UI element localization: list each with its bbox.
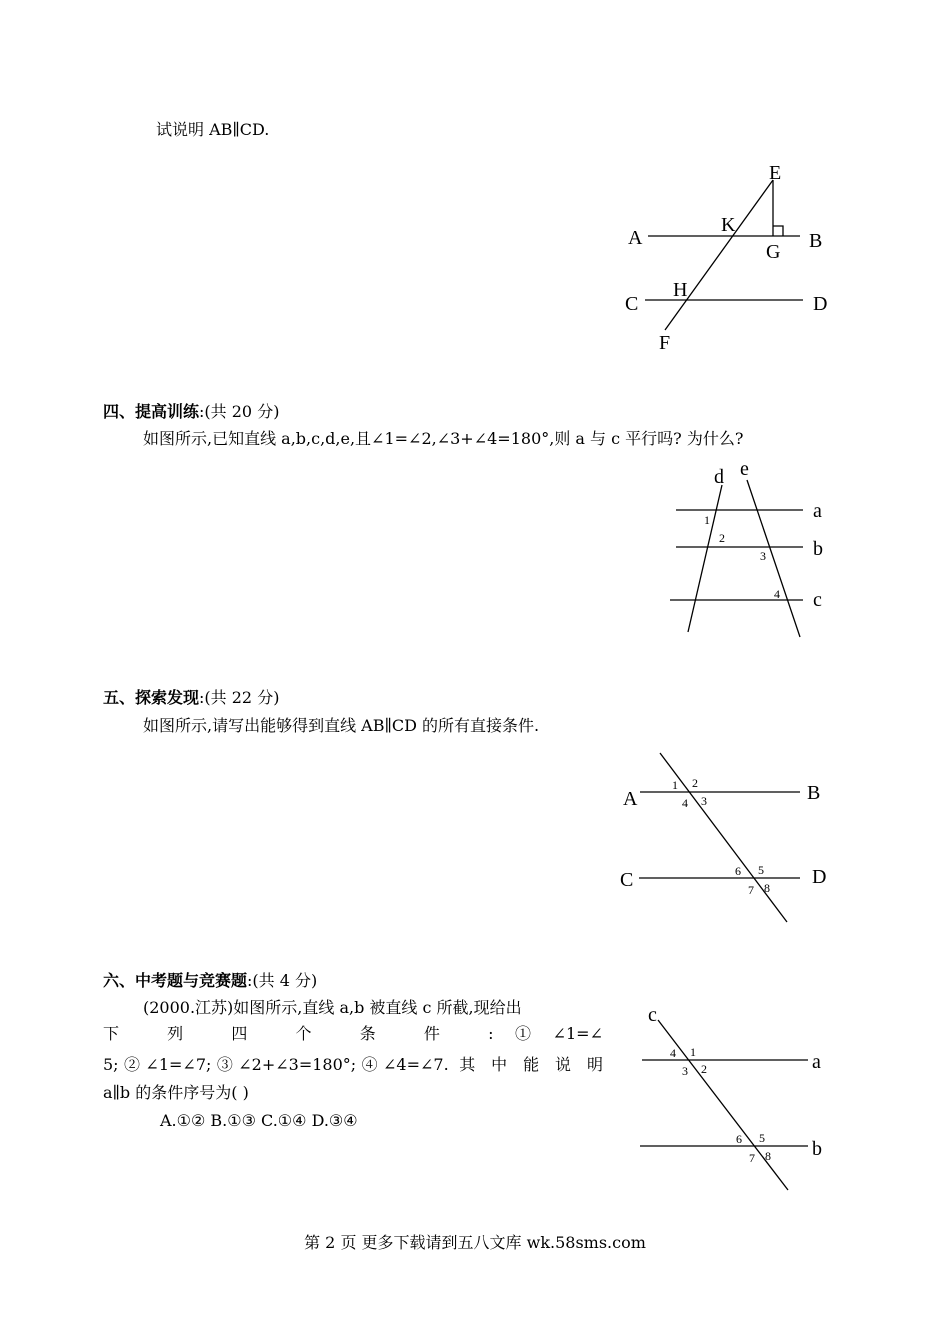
section-5-heading <box>103 688 279 708</box>
section-6-line-4: a∥b 的条件序号为( ) <box>103 1083 249 1102</box>
label-A: A <box>623 788 638 810</box>
angle-2: 2 <box>701 1062 707 1076</box>
label-B: B <box>809 230 823 252</box>
section-5-score: :(共 22 分) <box>199 688 280 707</box>
label-d: d <box>714 466 724 488</box>
section-4-score: :(共 20 分) <box>199 402 280 421</box>
section-5-title: 探索发现 <box>135 688 200 707</box>
figure-3 <box>615 745 835 930</box>
label-a: a <box>812 1051 821 1073</box>
section-4-title: 提高训练 <box>135 402 200 421</box>
figure-2 <box>660 455 840 645</box>
label-c: c <box>648 1004 657 1026</box>
angle-4: 4 <box>670 1046 676 1060</box>
angle-1: 1 <box>672 778 678 792</box>
section-6-line-1: (2000.江苏)如图所示,直线 a,b 被直线 c 所截,现给出 <box>143 998 522 1017</box>
label-b: b <box>813 538 823 560</box>
section-6-line-2: 下 列 四 个 条 件 :①∠1=∠ <box>103 1024 603 1043</box>
right-angle-mark <box>773 226 783 236</box>
label-c: c <box>813 589 822 611</box>
section-6-line-3: 5;②∠1=∠7;③∠2+∠3=180°;④∠4=∠7. 其 中 能 说 明 <box>103 1055 603 1074</box>
angle-2: 2 <box>692 776 698 790</box>
label-A: A <box>628 227 643 249</box>
angle-6: 6 <box>735 864 741 878</box>
label-C: C <box>625 293 639 315</box>
line-e <box>747 480 800 637</box>
angle-4: 4 <box>774 587 780 601</box>
angle-5: 5 <box>759 1131 765 1145</box>
figure-4 <box>630 1000 840 1195</box>
label-K: K <box>721 214 736 236</box>
section-6-options: A.①② B.①③ C.①④ D.③④ <box>160 1111 358 1130</box>
section-4-num: 四、 <box>103 402 136 421</box>
label-B: B <box>807 782 821 804</box>
section-6-num: 六、 <box>103 971 136 990</box>
angle-3: 3 <box>682 1064 688 1078</box>
angle-8: 8 <box>765 1149 771 1163</box>
angle-8: 8 <box>764 881 770 895</box>
section-6-score: :(共 4 分) <box>247 971 318 990</box>
line-EF <box>665 180 773 330</box>
label-C: C <box>620 869 634 891</box>
section-5-num: 五、 <box>103 688 136 707</box>
label-G: G <box>766 241 781 263</box>
angle-7: 7 <box>748 883 754 897</box>
angle-3: 3 <box>760 549 766 563</box>
angle-1: 1 <box>704 513 710 527</box>
angle-1: 1 <box>690 1045 696 1059</box>
angle-7: 7 <box>749 1151 755 1165</box>
figure-1 <box>615 150 845 360</box>
label-H: H <box>673 279 688 301</box>
label-e: e <box>740 458 749 480</box>
label-a: a <box>813 500 822 522</box>
transversal <box>660 753 787 922</box>
page-footer: 第 2 页 更多下载请到五八文库 wk.58sms.com <box>304 1233 646 1252</box>
section-6-heading <box>103 971 317 991</box>
line-d <box>688 485 722 632</box>
intro-text: 试说明 AB∥CD. <box>156 120 270 139</box>
section-4-question: 如图所示,已知直线 a,b,c,d,e,且∠1=∠2,∠3+∠4=180°,则 a 与 c 平行吗? 为什么? <box>143 429 744 448</box>
section-4-heading <box>103 402 279 422</box>
label-D: D <box>812 866 827 888</box>
label-F: F <box>659 332 671 354</box>
label-D: D <box>813 293 828 315</box>
section-5-question: 如图所示,请写出能够得到直线 AB∥CD 的所有直接条件. <box>143 716 540 735</box>
angle-2: 2 <box>719 531 725 545</box>
angle-4: 4 <box>682 796 688 810</box>
line-c <box>658 1020 788 1190</box>
angle-6: 6 <box>736 1132 742 1146</box>
angle-3: 3 <box>701 794 707 808</box>
label-E: E <box>769 162 782 184</box>
section-6-title: 中考题与竞赛题 <box>135 971 248 990</box>
angle-5: 5 <box>758 863 764 877</box>
label-b: b <box>812 1138 822 1160</box>
